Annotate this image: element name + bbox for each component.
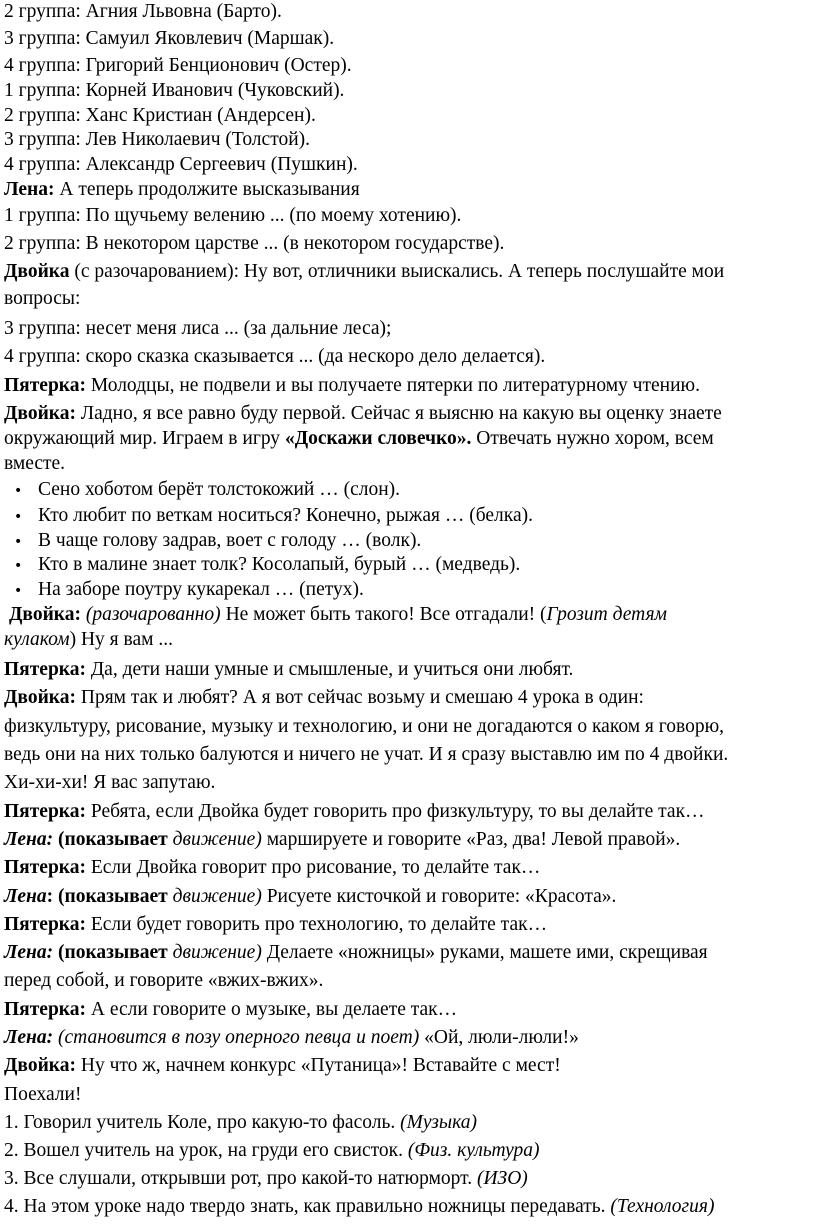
line-group2-barto: 2 группа: Агния Львовна (Барто). [4, 1, 282, 22]
line-pyaterka-pe: Пятерка: Ребята, если Двойка будет говорить про физкультуру, то вы делайте так… [4, 801, 705, 822]
line-lena-scissors: Лена: (показывает движение) Делаете «ножницы» руками, машете ими, скрещивая [4, 942, 708, 963]
line-riddle-tech: 4. На этом уроке надо твердо знать, как правильно ножницы передавать. (Технология) [4, 1196, 715, 1217]
list-item-squirrel: • Кто любит по веткам носиться? Конечно, рыжая … (белка). [38, 505, 533, 527]
line-questions: вопросы: [4, 288, 81, 309]
line-subjects: физкультуру, рисование, музыку и технологию, и они не догадаются о каком я говорю, [4, 716, 725, 737]
line-dvoika-contest: Двойка: Ну что ж, начнем конкурс «Путаница»! Вставайте с мест! [4, 1055, 561, 1076]
line-group4-pushkin: 4 группа: Александр Сергеевич (Пушкин). [4, 154, 358, 175]
line-fist: кулаком) Ну я вам ... [4, 629, 173, 650]
list-item-elephant: • Сено хоботом берёт толстокожий … (слон). [38, 479, 400, 501]
list-item-bear: • Кто в малине знает толк? Косолапый, бурый … (медведь). [38, 554, 520, 576]
line-group3-marshak: 3 группа: Самуил Яковлевич (Маршак). [4, 28, 335, 49]
line-riddle-art: 3. Все слушали, открывши рот, про какой-то натюрморт. (ИЗО) [4, 1168, 528, 1189]
line-group4-oster: 4 группа: Григорий Бенционович (Остер). [4, 55, 352, 76]
line-twos: ведь они на них только балуются и ничего не учат. И я сразу выставлю им по 4 двойки. [4, 744, 729, 765]
line-pyaterka-music: Пятерка: А если говорите о музыке, вы делаете так… [4, 999, 458, 1020]
line-pyaterka-reading: Пятерка: Молодцы, не подвели и вы получаете пятерки по литературному чтению. [4, 375, 700, 396]
line-pyaterka-drawing: Пятерка: Если Двойка говорит про рисование, то делайте так… [4, 857, 541, 878]
line-group2-andersen: 2 группа: Ханс Кристиан (Андерсен). [4, 105, 316, 126]
line-game: окружающий мир. Играем в игру «Доскажи словечко». Отвечать нужно хором, всем [4, 428, 714, 449]
line-group1-chukovsky: 1 группа: Корней Иванович (Чуковский). [4, 80, 345, 101]
line-dvoika-mix: Двойка: Прям так и любят? А я вот сейчас возьму и смешаю 4 урока в один: [4, 687, 644, 708]
line-lena-continue: Лена: А теперь продолжите высказывания [4, 179, 360, 200]
line-dvoika-disappointed: Двойка (с разочарованием): Ну вот, отличники выискались. А теперь послушайте мои [4, 261, 725, 282]
line-riddle-music: 1. Говорил учитель Коле, про какую-то фасоль. (Музыка) [4, 1112, 477, 1133]
line-dvoika-first: Двойка: Ладно, я все равно буду первой. Сейчас я выясню на какую вы оценку знаете [4, 403, 722, 424]
line-pyaterka-smart: Пятерка: Да, дети наши умные и смышленые, и учиться они любят. [4, 659, 574, 680]
line-riddle-pe: 2. Вошел учитель на урок, на груди его свисток. (Физ. культура) [4, 1140, 540, 1161]
line-pike: 1 группа: По щучьему велению ... (по моему хотению). [4, 205, 462, 226]
line-kingdom: 2 группа: В некотором царстве ... (в некотором государстве). [4, 233, 505, 254]
line-lena-brush: Лена: (показывает движение) Рисуете кисточкой и говорите: «Красота». [4, 886, 617, 907]
line-dvoika-impossible: Двойка: (разочарованно) Не может быть такого! Все отгадали! (Грозит детям [9, 604, 667, 625]
line-together: вместе. [4, 453, 66, 474]
line-lena-sing: Лена: (становится в позу оперного певца и поет) «Ой, люли-люли!» [4, 1027, 579, 1048]
line-pyaterka-tech: Пятерка: Если будет говорить про технологию, то делайте так… [4, 914, 548, 935]
line-vzhih: перед собой, и говорите «вжих-вжих». [4, 970, 324, 991]
line-go: Поехали! [4, 1084, 82, 1105]
line-fox: 3 группа: несет меня лиса ... (за дальние леса); [4, 318, 392, 339]
line-lena-march: Лена: (показывает движение) маршируете и говорите «Раз, два! Левой правой». [4, 829, 681, 850]
list-item-wolf: • В чаще голову задрав, воет с голоду … (волк). [38, 530, 421, 552]
list-item-rooster: • На заборе поутру кукарекал … (петух). [38, 579, 364, 601]
line-hihi: Хи-хи-хи! Я вас запутаю. [4, 772, 216, 793]
line-group3-tolstoy: 3 группа: Лев Николаевич (Толстой). [4, 129, 311, 150]
line-tale: 4 группа: скоро сказка сказывается ... (да нескоро дело делается). [4, 346, 546, 367]
